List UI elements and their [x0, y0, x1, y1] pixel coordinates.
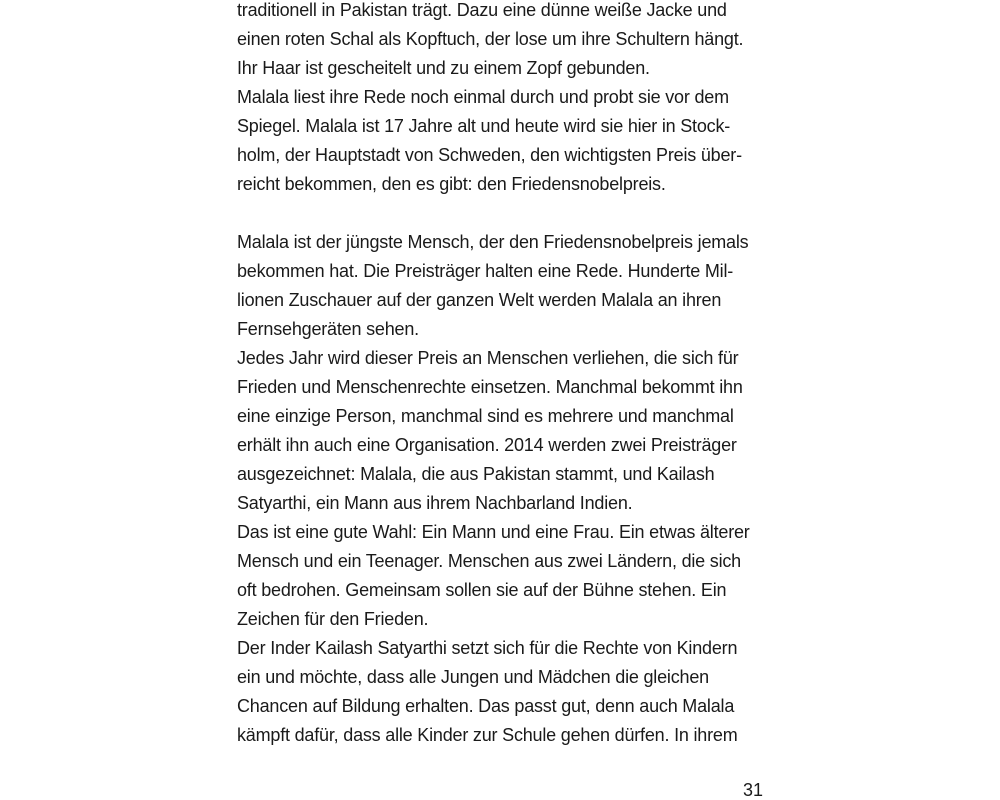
paragraph-block [237, 228, 763, 750]
text-line: Frieden und Menschenrechte einsetzen. Manchmal bekommt ihn [237, 377, 743, 397]
text-line: erhält ihn auch eine Organisation. 2014 werden zwei Preisträger [237, 435, 737, 455]
text-line: ausgezeichnet: Malala, die aus Pakistan stammt, und Kailash [237, 464, 715, 484]
body-text [237, 0, 763, 750]
text-line: Das ist eine gute Wahl: Ein Mann und eine Frau. Ein etwas älterer [237, 522, 750, 542]
text-line: Zeichen für den Frieden. [237, 609, 429, 629]
text-line: ein und möchte, dass alle Jungen und Mädchen die gleichen [237, 667, 709, 687]
text-line: oft bedrohen. Gemeinsam sollen sie auf der Bühne stehen. Ein [237, 580, 727, 600]
text-line: Spiegel. Malala ist 17 Jahre alt und heute wird sie hier in Stock- [237, 116, 731, 136]
text-line: einen roten Schal als Kopftuch, der lose um ihre Schultern hängt. [237, 29, 744, 49]
paragraph-block [237, 0, 763, 199]
text-line: Fernsehgeräten sehen. [237, 319, 419, 339]
text-line: bekommen hat. Die Preisträger halten eine Rede. Hunderte Mil- [237, 261, 734, 281]
text-line: holm, der Hauptstadt von Schweden, den wichtigsten Preis über- [237, 145, 742, 165]
text-line: reicht bekommen, den es gibt: den Friedensnobelpreis. [237, 174, 666, 194]
text-line: Mensch und ein Teenager. Menschen aus zwei Ländern, die sich [237, 551, 741, 571]
text-line: eine einzige Person, manchmal sind es mehrere und manchmal [237, 406, 734, 426]
text-line: traditionell in Pakistan trägt. Dazu eine dünne weiße Jacke und [237, 0, 727, 20]
text-line: Satyarthi, ein Mann aus ihrem Nachbarland Indien. [237, 493, 633, 513]
text-line: Der Inder Kailash Satyarthi setzt sich für die Rechte von Kindern [237, 638, 738, 658]
text-line: lionen Zuschauer auf der ganzen Welt werden Malala an ihren [237, 290, 722, 310]
text-line: Ihr Haar ist gescheitelt und zu einem Zopf gebunden. [237, 58, 650, 78]
text-line: Malala ist der jüngste Mensch, der den Friedensnobelpreis jemals [237, 232, 749, 252]
text-line: Jedes Jahr wird dieser Preis an Menschen verliehen, die sich für [237, 348, 739, 368]
page-number: 31 [742, 780, 763, 800]
text-line: kämpft dafür, dass alle Kinder zur Schule gehen dürfen. In ihrem [237, 725, 738, 745]
text-line: Chancen auf Bildung erhalten. Das passt gut, denn auch Malala [237, 696, 735, 716]
text-line: Malala liest ihre Rede noch einmal durch und probt sie vor dem [237, 87, 729, 107]
